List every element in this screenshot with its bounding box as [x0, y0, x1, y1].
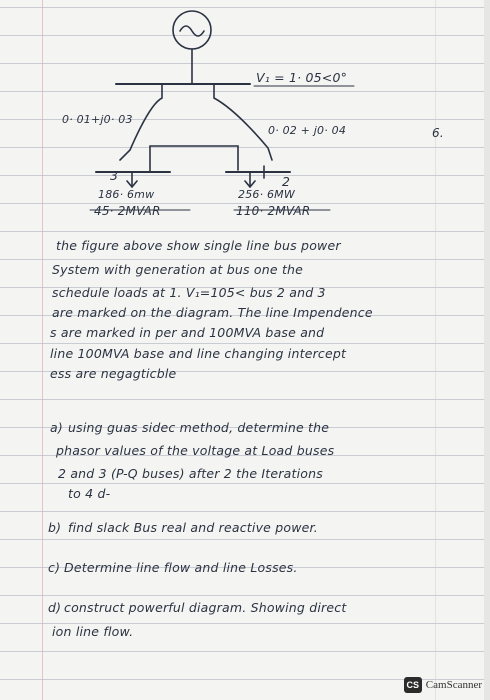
generator-wave [180, 26, 204, 36]
bus-2-number: 2 [282, 174, 291, 189]
paragraph-line: schedule loads at 1. V₁=105< bus 2 and 3 [52, 285, 326, 300]
camscanner-logo-icon: CS [404, 677, 422, 693]
question-line: using guas sidec method, determine the [68, 420, 330, 435]
bus-3-load-q: 45· 2MVAR [94, 204, 161, 218]
bus-2-load-p: 256· 6MW [238, 188, 295, 201]
paragraph-line: s are marked in per and 100MVA base and [50, 325, 325, 340]
question-label: a) [50, 420, 63, 435]
camscanner-brand: CamScanner [425, 679, 482, 691]
question-line: to 4 d- [68, 486, 111, 501]
camscanner-watermark [404, 676, 482, 694]
line-1-3-impedance: 0· 01+j0· 03 [62, 113, 133, 126]
question-label: c) [48, 560, 61, 575]
line-3-2 [150, 146, 238, 170]
question-line: find slack Bus real and reactive power. [68, 520, 318, 535]
line-1-2 [214, 84, 272, 160]
bus-3-load-p: 186· 6mw [98, 188, 155, 201]
question-line: Determine line flow and line Losses. [64, 560, 298, 575]
question-line: phasor values of the voltage at Load buses [56, 443, 335, 458]
bus-3-number: 3 [110, 168, 119, 183]
slack-bus-voltage: V₁ = 1· 05<0° [256, 70, 348, 85]
question-line: construct powerful diagram. Showing direct [64, 600, 347, 615]
line-1-2-impedance: 0· 02 + j0· 04 [268, 124, 347, 137]
question-label: d) [48, 600, 62, 615]
bus-2-load-q: 110· 2MVAR [236, 204, 311, 218]
paragraph-line: System with generation at bus one the [52, 262, 304, 277]
question-label: b) [48, 520, 62, 535]
paragraph-line: the figure above show single line bus power [56, 238, 341, 253]
paragraph-line: are marked on the diagram. The line Impendence [52, 305, 373, 320]
margin-note: 6. [432, 126, 444, 140]
question-line: ion line flow. [52, 624, 134, 639]
paragraph-line: line 100MVA base and line changing intercept [50, 346, 347, 361]
question-line: 2 and 3 (P-Q buses) after 2 the Iterations [58, 466, 323, 481]
paragraph-line: ess are negagticble [50, 366, 177, 381]
